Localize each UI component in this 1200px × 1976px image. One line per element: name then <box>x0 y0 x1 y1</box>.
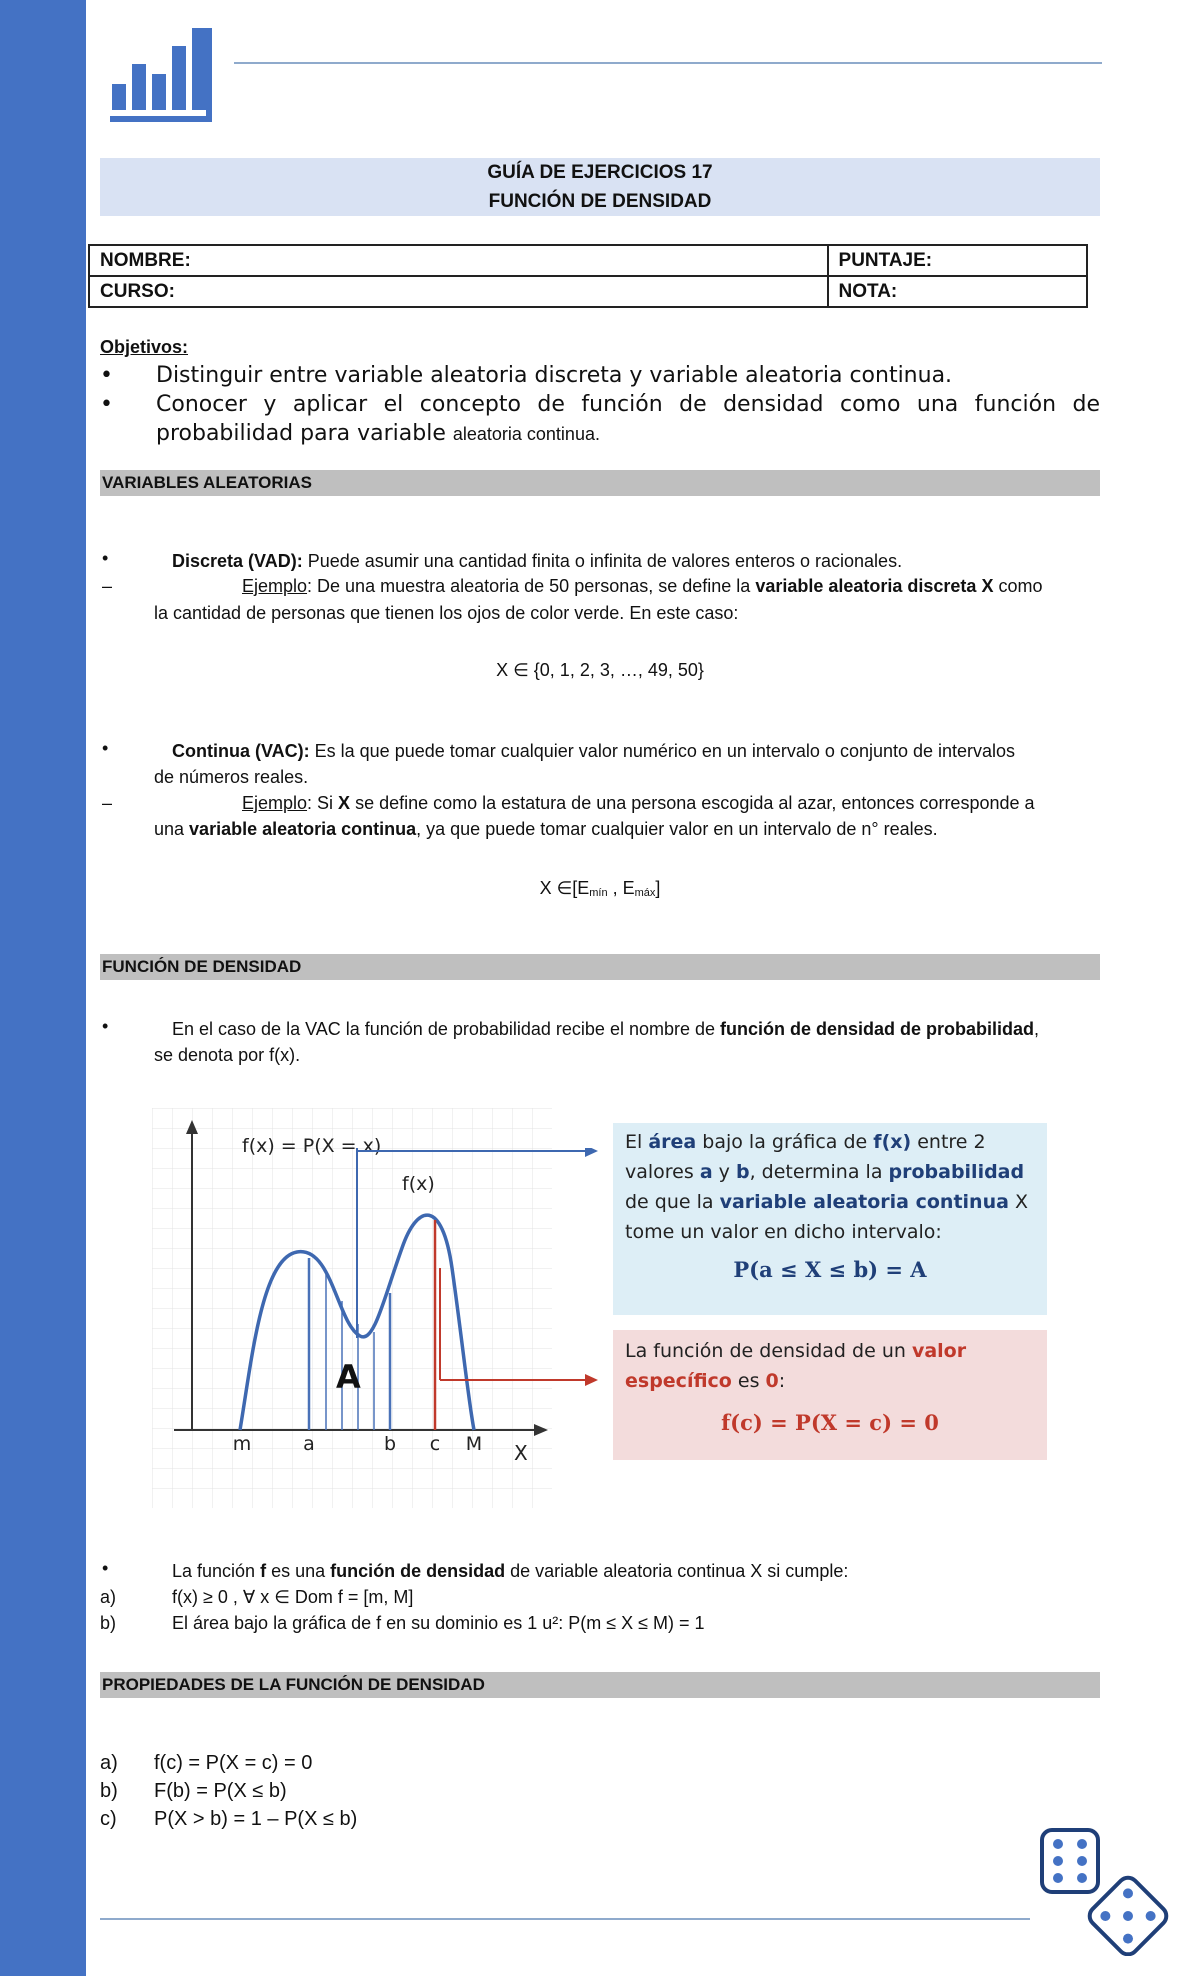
title-block <box>100 158 1100 216</box>
dash-icon: – <box>102 576 113 596</box>
continua-definition: Continua (VAC): Es la que puede tomar cualquier valor numérico en un intervalo o conjunto de intervalos <box>172 741 1016 761</box>
page-title: GUÍA DE EJERCICIOS 17 <box>487 162 713 183</box>
header-rule <box>234 62 1102 64</box>
x-axis-label: X <box>514 1441 528 1465</box>
puntaje-field[interactable]: PUNTAJE: <box>828 245 1087 276</box>
page-subtitle: FUNCIÓN DE DENSIDAD <box>488 191 712 212</box>
nombre-field[interactable]: NOMBRE: <box>89 245 828 276</box>
prop-c-label: c) <box>100 1808 117 1830</box>
left-sidebar-band <box>0 0 86 1976</box>
bullet-icon: • <box>102 1016 109 1036</box>
ejemplo-continua: Ejemplo: Si X se define como la estatura de una persona escogida al azar, entonces corresponde a <box>242 793 1035 813</box>
ejemplo-discreta: Ejemplo: De una muestra aleatoria de 50 personas, se define la variable aleatoria discreta X como <box>242 576 1043 596</box>
set-discreta: X ∈ {0, 1, 2, 3, …, 49, 50} <box>496 660 704 680</box>
bullet-icon: • <box>102 1558 109 1578</box>
prop-a-label: a) <box>100 1752 118 1774</box>
condition-b-text: El área bajo la gráfica de f en su dominio es 1 u²: P(m ≤ X ≤ M) = 1 <box>172 1613 705 1633</box>
section-propiedades: PROPIEDADES DE LA FUNCIÓN DE DENSIDAD <box>100 1672 1100 1698</box>
curve-label: f(x) <box>402 1173 435 1195</box>
student-info-table <box>88 244 1088 308</box>
densidad-intro-line2: se denota por f(x). <box>154 1045 301 1065</box>
condition-a-text: f(x) ≥ 0 , ∀ x ∈ Dom f = [m, M] <box>172 1587 414 1607</box>
nota-field[interactable]: NOTA: <box>828 276 1087 307</box>
section-variables-aleatorias: VARIABLES ALEATORIAS <box>100 470 1100 496</box>
condition-b-label: b) <box>100 1613 117 1633</box>
bullet-icon: • <box>102 548 109 568</box>
area-formula: P(a ≤ X ≤ b) = A <box>733 1257 927 1282</box>
prop-c-text: P(X > b) = 1 – P(X ≤ b) <box>154 1808 358 1830</box>
x-tick-c: c <box>429 1433 441 1455</box>
set-continua: X $\in[E_{mín}$ , $E_{máx}$] <box>539 878 661 899</box>
condition-a-label: a) <box>100 1587 117 1607</box>
conditions-intro: La función f es una función de densidad de variable aleatoria continua X si cumple: <box>172 1561 849 1581</box>
bar-chart-logo-icon <box>108 24 216 135</box>
point-formula: f(c) = P(X = c) = 0 <box>721 1410 939 1435</box>
prop-a-text: f(c) = P(X = c) = 0 <box>154 1752 313 1774</box>
point-info-box: La función de densidad de un valor específico es 0: f(c) = P(X = c) = 0 <box>613 1330 1047 1460</box>
objectives-heading: Objetivos: <box>100 337 189 357</box>
dice-icon <box>1034 1824 1174 1961</box>
ejemplo-discreta-line2: la cantidad de personas que tienen los ojos de color verde. En este caso: <box>154 603 739 623</box>
continua-line2: de números reales. <box>154 767 309 787</box>
section-funcion-densidad: FUNCIÓN DE DENSIDAD <box>100 954 1100 980</box>
prop-b-text: F(b) = P(X ≤ b) <box>154 1780 287 1802</box>
dash-icon: – <box>102 793 113 813</box>
x-tick-M: M <box>465 1433 483 1455</box>
densidad-intro: En el caso de la VAC la función de probabilidad recibe el nombre de función de densidad de probabilidad, <box>172 1019 1040 1039</box>
x-tick-m: m <box>232 1433 252 1455</box>
prop-b-label: b) <box>100 1780 118 1802</box>
x-tick-a: a <box>303 1433 315 1455</box>
discreta-definition: Discreta (VAD): Puede asumir una cantidad finita o infinita de valores enteros o racionales. <box>172 551 903 571</box>
area-info-box: El área bajo la gráfica de f(x) entre 2 valores a y b, determina la probabilidad de que la variable aleatoria continua X tome un valor en dicho intervalo: P(a ≤ X ≤ b) = A <box>613 1123 1047 1315</box>
footer-rule <box>100 1918 1030 1920</box>
area-label: A <box>336 1358 361 1396</box>
figure-arrows <box>352 1148 622 1398</box>
curso-field[interactable]: CURSO: <box>89 276 828 307</box>
bullet-icon: • <box>102 738 109 758</box>
x-tick-b: b <box>383 1433 397 1455</box>
ejemplo-continua-line2: una variable aleatoria continua, ya que puede tomar cualquier valor en un intervalo de n° reales. <box>154 819 938 839</box>
y-axis-label: f(x) = P(X = x) <box>242 1135 382 1157</box>
